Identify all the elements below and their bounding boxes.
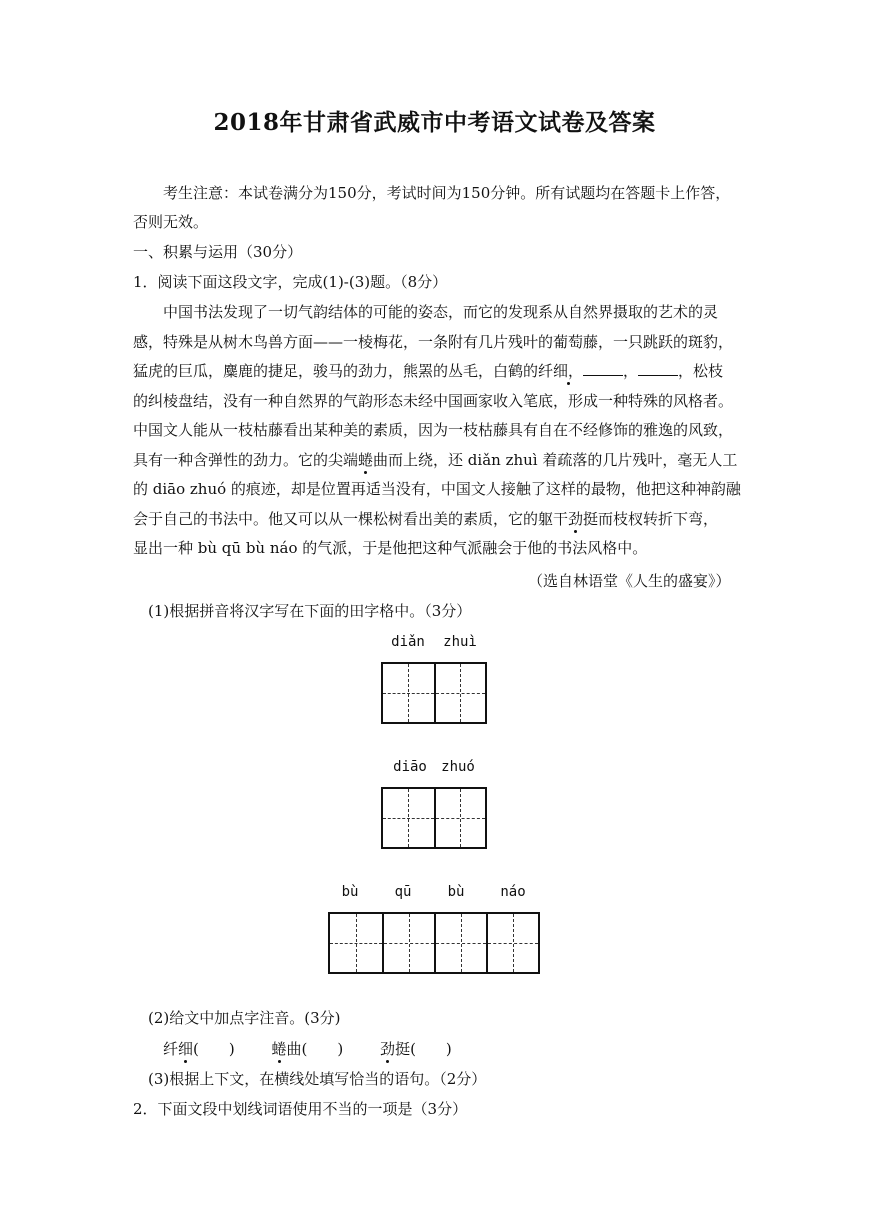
dotted-char: 细 [178,1040,194,1058]
annotation-blank[interactable]: 挺( ) [395,1040,452,1058]
tianzi-cell[interactable] [383,789,434,847]
pinyin-label: qū [394,884,412,900]
pinyin-label: diǎn [391,634,425,650]
passage-text: 曲而上绕，还 diǎn zhuì 着疏落的几片残叶，毫无人工 [373,450,738,469]
dotted-char: 蜷 [358,450,374,469]
question-1-prompt: 1．阅读下面这段文字，完成(1)-(3)题。（8分） [133,273,448,291]
pinyin-label: diāo [393,759,427,775]
tianzi-cell[interactable] [383,664,434,722]
fill-blank[interactable] [583,361,623,376]
notice-line-1: 考生注意：本试卷满分为150分，考试时间为150分钟。所有试题均在答题卡上作答， [163,184,731,202]
passage-line [133,505,743,535]
tianzi-cell[interactable] [382,914,434,972]
passage-text: ，松枝 [678,362,724,380]
sub-question-2: (2)给文中加点字注音。(3分) [148,1009,341,1027]
passage-line: 感，特殊是从树木鸟兽方面——一棱梅花，一条附有几片残叶的葡萄藤，一只跳跃的斑豹， [133,332,734,351]
sub-question-1: (1)根据拼音将汉字写在下面的田字格中。（3分） [148,602,472,620]
fill-blank[interactable] [638,361,678,376]
passage-text: 挺而枝杈转折下弯， [583,509,719,528]
tianzi-cell[interactable] [434,914,486,972]
tianzi-cell[interactable] [486,914,538,972]
passage-source: （选自林语堂《人生的盛宴》） [528,572,731,590]
passage-text: 猛虎的巨瓜，麋鹿的捷足，骏马的劲力，熊罴的丛毛，白鹤的纤 [133,362,554,380]
annotation-blank[interactable]: ( ) [193,1040,235,1058]
passage-line [133,357,743,387]
tianzi-grid-1 [381,662,487,724]
dotted-char: 蜷 [271,1040,287,1058]
passage-line: 中国书法发现了一切气韵结体的可能的姿态，而它的发现系从自然界摄取的艺术的灵 [163,303,719,321]
question-2-prompt: 2．下面文段中划线词语使用不当的一项是（3分） [133,1100,468,1118]
annotation-item [272,1040,344,1058]
tianzi-cell[interactable] [330,914,382,972]
passage-line: 的纠棱盘结，没有一种自然界的气韵形态未经中国画家收入笔底，形成一种特殊的风格者。 [133,391,734,410]
passage-line: 显出一种 bù qū bù náo 的气派，于是他把这种气派融会于他的书法风格中。 [133,539,648,557]
pinyin-label: zhuó [441,759,475,775]
tianzi-cell[interactable] [434,789,485,847]
tianzi-cell[interactable] [434,664,485,722]
pinyin-label: zhuì [443,634,477,650]
annotation-row [163,1039,452,1059]
dotted-char: 劲 [568,509,584,528]
annotation-blank[interactable]: 曲( ) [286,1040,344,1058]
passage-text: 具有一种含弹性的劲力。它的尖端 [133,450,359,469]
passage-text: 会于自己的书法中。他又可以从一棵松树看出美的素质，它的躯干 [133,509,569,528]
page-title: 2018年甘肃省武威市中考语文试卷及答案 [213,109,656,136]
reading-passage [133,298,743,564]
pinyin-label: náo [500,884,526,900]
pinyin-label: bù [341,884,359,900]
tianzi-grid-3 [328,912,540,974]
passage-text: ， [623,362,639,380]
sub-question-3: (3)根据上下文，在横线处填写恰当的语句。（2分） [148,1070,487,1088]
pinyin-label: bù [447,884,465,900]
annotation-item [163,1040,235,1058]
dotted-char: 劲 [380,1040,396,1058]
annotation-text: 纤 [163,1040,179,1058]
section-heading: 一、积累与运用（30分） [133,243,303,261]
annotation-item [380,1040,452,1058]
notice-line-2: 否则无效。 [133,213,209,231]
passage-line [133,446,743,476]
dotted-char: 细， [553,362,584,380]
passage-line: 中国文人能从一枝枯藤看出某种美的素质，因为一枝枯藤具有自在不经修饰的雅逸的风致， [133,421,734,439]
passage-line: 的 diāo zhuó 的痕迹，却是位置再适当没有，中国文人接触了这样的最物，他把这种神韵融 [133,480,741,498]
tianzi-grid-2 [381,787,487,849]
